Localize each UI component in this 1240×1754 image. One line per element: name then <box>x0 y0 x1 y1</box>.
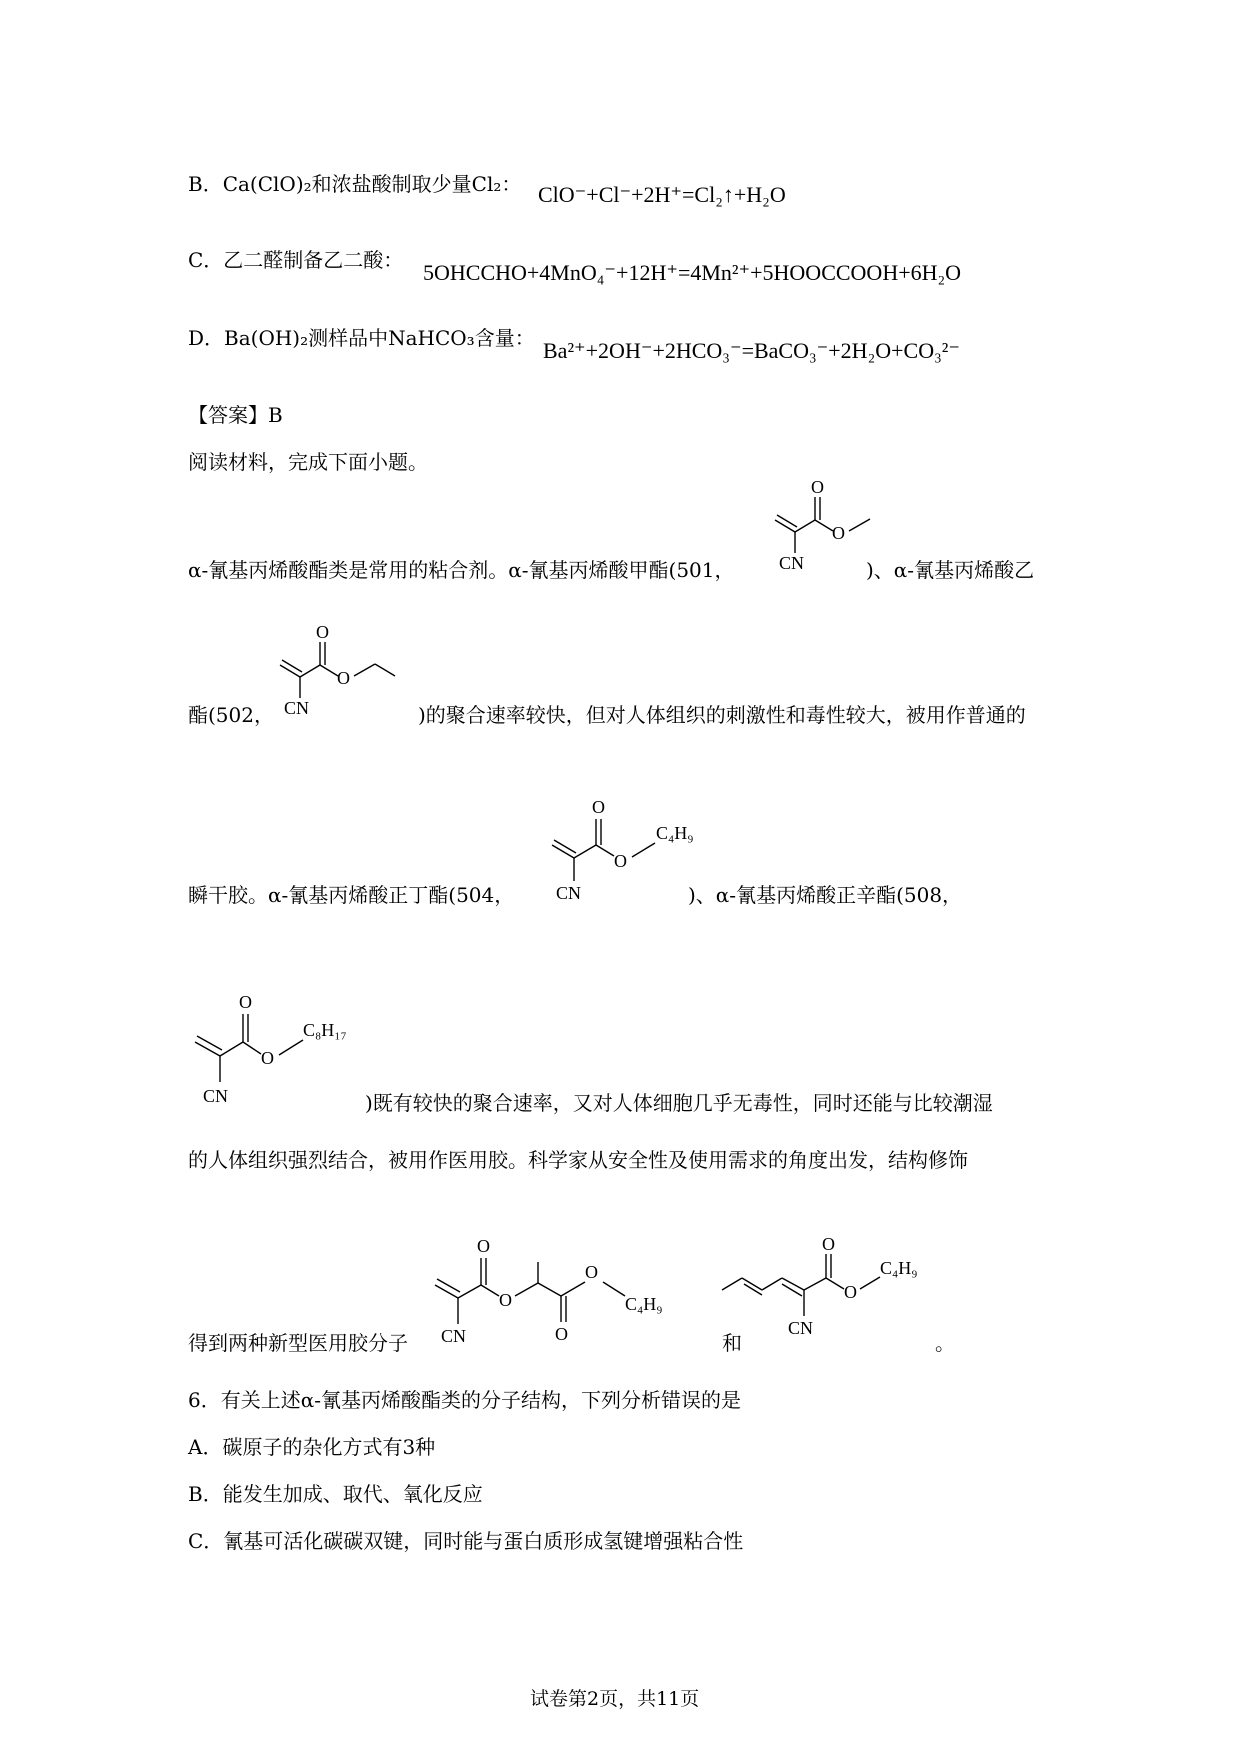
svg-text:O: O <box>614 851 627 871</box>
svg-text:O: O <box>832 523 845 543</box>
option-d-equation: Ba²⁺+2OH⁻+2HCO₃⁻=BaCO₃⁻+2H₂O+CO₃²⁻ <box>543 338 960 363</box>
question-6-option-c: C．氰基可活化碳碳双键，同时能与蛋白质形成氢键增强粘合性 <box>188 1529 744 1553</box>
svg-text:CN: CN <box>556 883 582 903</box>
passage-line-2a: 酯(502， <box>188 703 274 727</box>
passage-line-2b: )的聚合速率较快，但对人体组织的刺激性和毒性较大，被用作普通的 <box>418 703 1026 727</box>
svg-text:O: O <box>555 1324 568 1344</box>
svg-text:O: O <box>477 1236 490 1256</box>
svg-text:O: O <box>261 1048 274 1068</box>
svg-text:O: O <box>239 992 252 1012</box>
passage-line-6a: 得到两种新型医用胶分子 <box>188 1331 408 1355</box>
svg-text:CN: CN <box>441 1326 467 1346</box>
svg-text:C₄H₉: C₄H₉ <box>625 1294 663 1314</box>
svg-text:O: O <box>337 668 350 688</box>
passage-line-3a: 瞬干胶。α-氰基丙烯酸正丁酯(504， <box>188 883 515 907</box>
svg-text:CN: CN <box>284 698 310 718</box>
svg-text:O: O <box>811 477 824 497</box>
question-6-option-b: B．能发生加成、取代、氧化反应 <box>188 1482 483 1506</box>
svg-text:C₄H₉: C₄H₉ <box>656 823 694 843</box>
option-c-text: C．乙二醛制备乙二酸： <box>188 248 404 272</box>
svg-text:CN: CN <box>203 1086 229 1106</box>
passage-line-6b: 和 <box>722 1331 742 1355</box>
option-b-equation: ClO⁻+Cl⁻+2H⁺=Cl₂↑+H₂O <box>538 182 786 207</box>
svg-text:C₈H₁₇: C₈H₁₇ <box>303 1020 347 1040</box>
option-b-text: B．Ca(ClO)₂和浓盐酸制取少量Cl₂： <box>188 172 522 196</box>
new-medical-glue-molecule-1 <box>425 1230 705 1360</box>
svg-text:C₄H₉: C₄H₉ <box>880 1258 918 1278</box>
svg-text:O: O <box>316 622 329 642</box>
svg-text:O: O <box>844 1282 857 1302</box>
svg-text:O: O <box>822 1234 835 1254</box>
molecule-508-structure <box>185 990 385 1120</box>
question-6-option-a: A．碳原子的杂化方式有3种 <box>188 1435 436 1459</box>
passage-line-1a: α-氰基丙烯酸酯类是常用的粘合剂。α-氰基丙烯酸甲酯(501， <box>188 558 735 582</box>
option-c-equation: 5OHCCHO+4MnO₄⁻+12H⁺=4Mn²⁺+5HOOCCOOH+6H₂O <box>423 260 962 285</box>
svg-text:O: O <box>592 797 605 817</box>
svg-text:O: O <box>585 1262 598 1282</box>
molecule-504-structure <box>540 795 710 925</box>
svg-text:O: O <box>499 1290 512 1310</box>
svg-text:CN: CN <box>788 1318 814 1338</box>
passage-line-6c: 。 <box>935 1331 955 1355</box>
new-medical-glue-molecule-2 <box>712 1234 952 1370</box>
passage-line-4: )既有较快的聚合速率，又对人体细胞几乎无毒性，同时还能与比较潮湿 <box>365 1091 993 1115</box>
molecule-502-structure <box>270 622 410 730</box>
svg-text:CN: CN <box>779 553 805 573</box>
page-footer: 试卷第2页，共11页 <box>530 1688 700 1710</box>
option-d-text: D．Ba(OH)₂测样品中NaHCO₃含量： <box>188 326 535 350</box>
passage-line-1b: )、α-氰基丙烯酸乙 <box>866 558 1035 582</box>
intro-line: 阅读材料，完成下面小题。 <box>188 450 428 474</box>
answer-line: 【答案】B <box>188 403 283 427</box>
passage-line-5: 的人体组织强烈结合，被用作医用胶。科学家从安全性及使用需求的角度出发，结构修饰 <box>188 1148 968 1172</box>
question-6-stem: 6．有关上述α-氰基丙烯酸酯类的分子结构，下列分析错误的是 <box>188 1388 741 1412</box>
passage-line-3b: )、α-氰基丙烯酸正辛酯(508， <box>688 883 963 907</box>
